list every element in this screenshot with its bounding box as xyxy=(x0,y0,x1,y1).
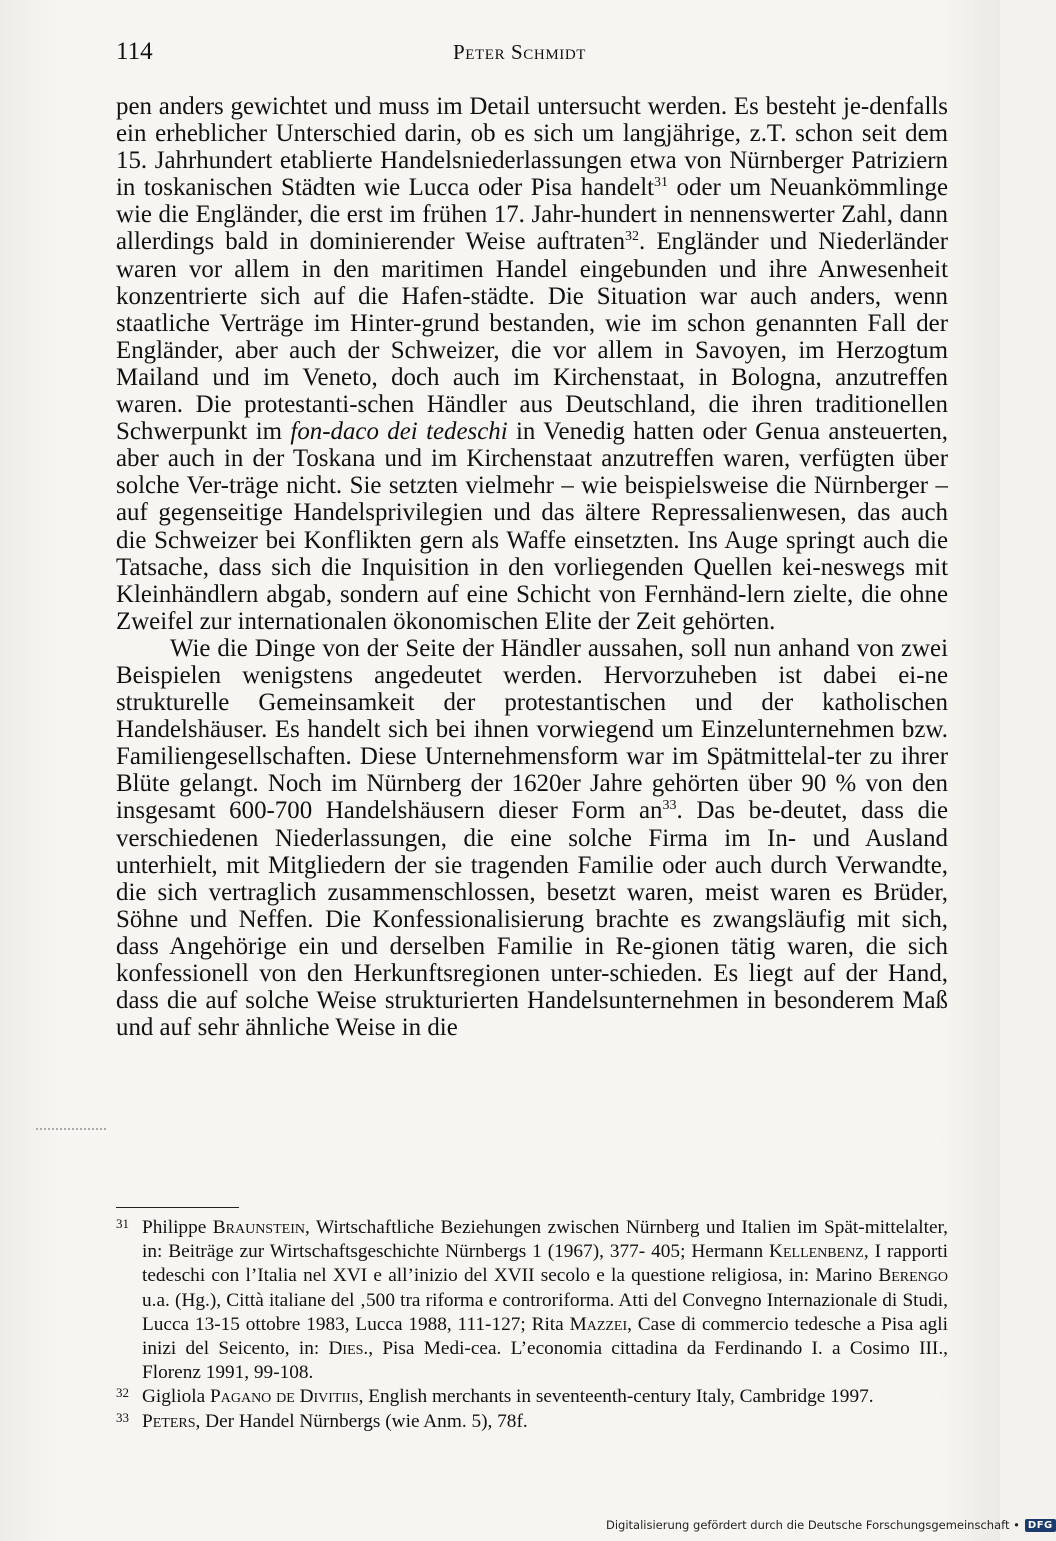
author-name: Peters xyxy=(142,1410,196,1432)
footnotes xyxy=(116,1216,948,1434)
footnote-number: 33 xyxy=(116,1409,129,1425)
author-name: Berengo xyxy=(878,1265,948,1287)
digitization-credit xyxy=(606,1516,1053,1534)
paragraph-1-text-a: pen anders gewichtet und muss im Detail untersucht werden. Es besteht je-denfalls ein erheblicher Unterschied darin, ob es sich um langjährige, z.T. schon seit dem 15. Jahrhundert etablierte Handelsniederlassungen etwa von Nürnberger Patriziern in toskanischen Städten wie Lucca oder Pisa handelt xyxy=(116,93,948,202)
footnote-text: , Wirtschaftliche Beziehungen zwischen Nürnberg und Italien im Spät-mittelalter, in: Beiträge zur Wirtschaftsgeschichte Nürnbergs 1 (1967), 377- 405; Hermann xyxy=(142,1217,948,1263)
running-head: Peter Schmidt xyxy=(453,40,587,64)
author-name: Braunstein xyxy=(212,1217,305,1238)
dfg-logo: DFG xyxy=(1025,1519,1056,1532)
footnote-33 xyxy=(116,1410,948,1434)
footnote-text: , English merchants in seventeenth-century Italy, Cambridge 1997. xyxy=(358,1386,874,1408)
author-name: Kellenbenz xyxy=(769,1241,864,1263)
paragraph-2-text-b: . Das be-deutet, dass die verschiedenen Niederlassungen, die eine solche Firma im In- und Ausland unterhielt, mit Mitgliedern der sie tragenden Familie oder auch durch Verwandte, die sich vertraglich zusammenschlossen, besetzt waren, meist waren es Brüder, Söhne und Neffen. Die Konfessionalisierung brachte es zwangsläufig mit sich, dass Angehörige ein und derselben Familie in Re-gionen tätig waren, die sich konfessionell von den Herkunftsregionen unter-schieden. Es liegt auf der Hand, dass die auf solche Weise strukturierten Handelsunternehmen in besonderem Maß und auf sehr ähnliche Weise in die xyxy=(116,797,948,1042)
footnote-text: , I rapporti tedeschi con l’Italia nel XVI e all’inizio del XVII secolo e la questione religiosa, in: Marino xyxy=(142,1241,948,1287)
footnote-ref-32: 32 xyxy=(625,229,640,245)
footnote-divider xyxy=(116,1207,239,1208)
page-header xyxy=(116,38,948,74)
body-text xyxy=(116,93,948,1041)
footnote-ref-33: 33 xyxy=(662,798,677,814)
footnote-text: , Pisa Medi-cea. L’economia cittadina da Ferdinando I. a Cosimo III., Florenz 1991, 99-108. xyxy=(142,1338,948,1384)
credit-text: Digitalisierung gefördert durch die Deutsche Forschungsgemeinschaft • xyxy=(606,1518,1020,1532)
footnote-ref-31: 31 xyxy=(654,175,669,191)
footnote-number: 31 xyxy=(116,1216,129,1231)
paragraph-2-text-a: Wie die Dinge von der Seite der Händler aussahen, soll nun anhand von zwei Beispielen wenigstens angedeutet werden. Hervorzuheben ist dabei ei-ne strukturelle Gemeinsamkeit der protestantischen und der katholischen Handelshäuser. Es handelt sich bei ihnen vorwiegend um Einzelunternehmen bzw. Familiengesellschaften. Diese Unternehmensform war im Spätmittelal-ter zu ihrer Blüte gelangt. Noch im Nürnberg der 1620er Jahre gehörten über 90 % von den insgesamt 600-700 Handelshäusern dieser Form an xyxy=(116,634,948,825)
footnote-number: 32 xyxy=(116,1385,129,1401)
paragraph-1-text-b: oder um Neuankömmlinge wie die Engländer, die erst im frühen 17. Jahr-hundert in nennenswerter Zahl, dann allerdings bald in dominierender Weise auftraten xyxy=(116,174,948,256)
author-name: Pagano de Divitiis xyxy=(210,1386,359,1408)
footnote-text: , Case di commercio tedesche a Pisa agli inizi del Seicento, in: xyxy=(142,1313,948,1360)
footnote-text: Gigliola xyxy=(142,1386,211,1408)
footnote-text: Philippe xyxy=(142,1217,213,1238)
italic-term: fon-daco dei tedeschi xyxy=(290,418,508,446)
paragraph-1 xyxy=(116,93,948,635)
page-number: 114 xyxy=(116,38,153,65)
footnote-text: u.a. (Hg.), Città italiane del ‚500 tra riforma e controriforma. Atti del Convegno Internazionale di Studi, Lucca 13-15 ottobre 1983, Lucca 1988, 111-127; Rita xyxy=(142,1289,948,1335)
paragraph-2 xyxy=(116,635,948,1041)
scan-margin-marks xyxy=(36,1128,106,1132)
paragraph-1-text-d: in Venedig hatten oder Genua ansteuerten, aber auch in der Toskana und im Kirchenstaat anzutreffen waren, verfügten über solche Ver-träge nicht. Sie setzten vielmehr – wie beispielsweise die Nürnberger – auf gegenseitige Handelsprivilegien und das ältere Repressalienwesen, das auch die Schweizer bei Konflikten gern als Waffe einsetzten. Ins Auge springt auch die Tatsache, dass sich die Inquisition in den vorliegenden Quellen kei-neswegs mit Kleinhändlern abgab, sondern auf eine Schicht von Fernhänd-lern zielte, die ohne Zweifel zur internationalen ökonomischen Elite der Zeit gehörten. xyxy=(116,418,948,635)
author-name: Mazzei xyxy=(569,1313,628,1335)
footnote-32 xyxy=(116,1385,948,1409)
footnote-31 xyxy=(116,1216,948,1385)
footnote-text: , Der Handel Nürnbergs (wie Anm. 5), 78f. xyxy=(195,1410,528,1432)
paragraph-1-text-c: . Engländer und Niederländer waren vor allem in den maritimen Handel eingebunden und ihre Anwesenheit konzentrierte sich auf die Hafen-städte. Die Situation war auch anders, wenn staatliche Verträge im Hinter-grund bestanden, wie im schon genannten Fall der Engländer, aber auch der Schweizer, die vor allem in Savoyen, im Herzogtum Mailand und im Veneto, doch auch im Kirchenstaat, in Bologna, anzutreffen waren. Die protestanti-schen Händler aus Deutschland, die ihren traditionellen Schwerpunkt im xyxy=(116,228,949,446)
author-name: Dies. xyxy=(328,1338,369,1360)
